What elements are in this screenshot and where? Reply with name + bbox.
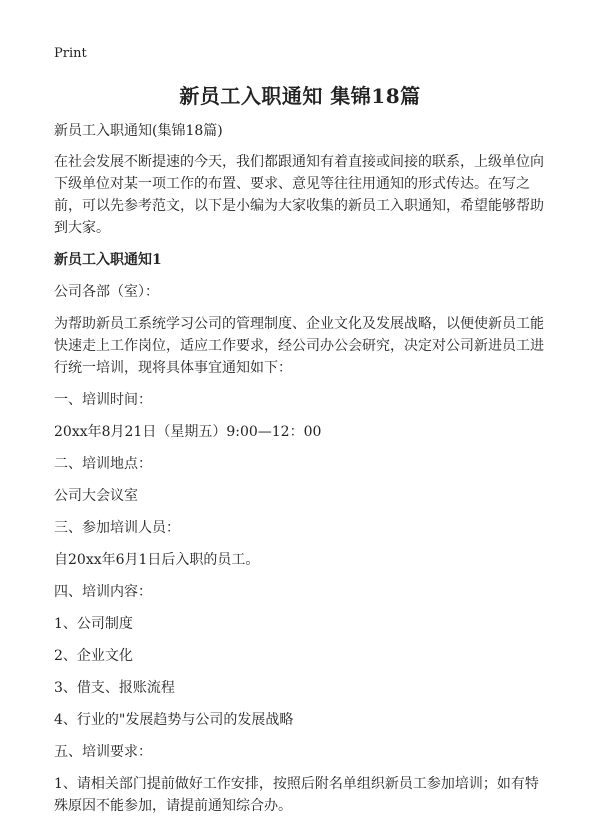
paragraph: 二、培训地点： (54, 456, 152, 472)
paragraph: 五、培训要求： (54, 744, 152, 760)
paragraph: 一、培训时间： (54, 392, 152, 408)
paragraph: 1、公司制度 (54, 616, 133, 632)
paragraph: 为帮助新员工系统学习公司的管理制度、企业文化及发展战略，以便使新员工能快速走上工作岗位，适应工作要求，经公司办公会研究，决定对公司新进员工进行统一培训，现将具体事宜通知如下： (54, 316, 544, 376)
paragraph: 公司各部（室）： (54, 284, 159, 300)
document-body (54, 120, 552, 827)
document-subtitle: 新员工入职通知(集锦18篇) (54, 123, 223, 139)
paragraph: 三、参加培训人员： (54, 520, 180, 536)
paragraph: 自20xx年6月1日后入职的员工。 (54, 552, 260, 568)
paragraph: 4、行业的"发展趋势与公司的发展战略 (54, 712, 294, 728)
paragraph: 公司大会议室 (54, 488, 138, 504)
print-link[interactable]: Print (54, 46, 87, 61)
page-title: 新员工入职通知 集锦18篇 (179, 84, 421, 108)
paragraph: 2、企业文化 (54, 648, 133, 664)
intro-paragraph: 在社会发展不断提速的今天，我们都跟通知有着直接或间接的联系，上级单位向下级单位对某一项工作的布置、要求、意见等往往用通知的形式传达。在写之前，可以先参考范文，以下是小编为大家收集的新员工入职通知，希望能够帮助到大家。 (54, 154, 544, 236)
paragraph: 1、请相关部门提前做好工作安排，按照后附名单组织新员工参加培训；如有特殊原因不能参加，请提前通知综合办。 (54, 776, 539, 814)
paragraph: 3、借支、报账流程 (54, 680, 175, 696)
section-heading: 新员工入职通知1 (54, 252, 162, 268)
paragraph: 四、培训内容： (54, 584, 152, 600)
paragraph: 20xx年8月21日（星期五）9:00—12：00 (54, 424, 322, 440)
